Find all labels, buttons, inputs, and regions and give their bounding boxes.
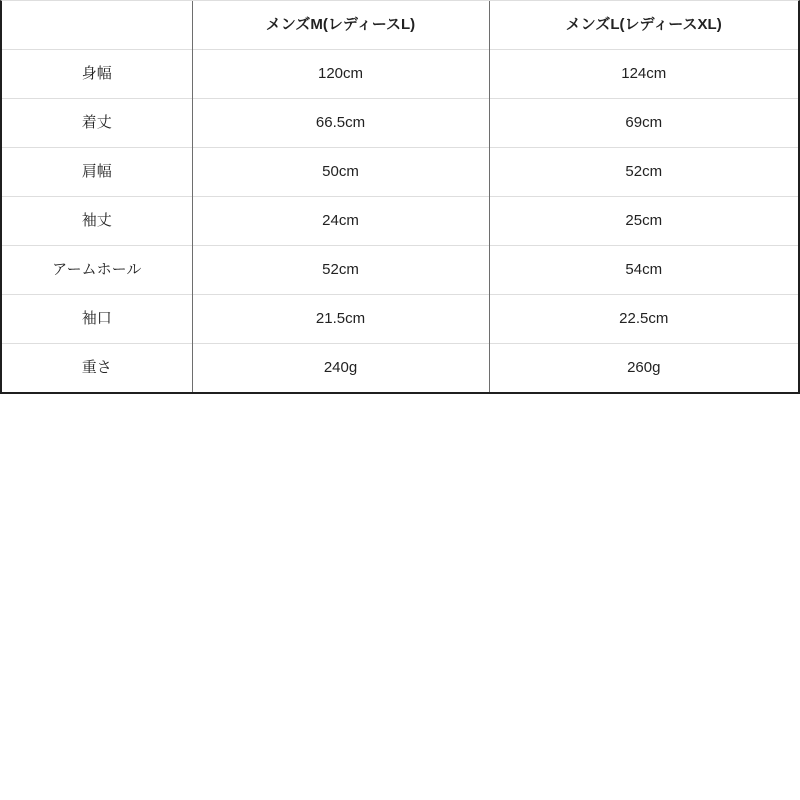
value-cell: 52cm [489,147,798,196]
table-row [2,245,798,294]
value-cell: 22.5cm [489,294,798,343]
value-cell: 260g [489,343,798,392]
value-cell: 52cm [192,245,489,294]
value-cell: 120cm [192,49,489,98]
value-cell: 24cm [192,196,489,245]
row-label-cell: 肩幅 [2,147,192,196]
header-cell-empty [2,1,192,49]
value-cell: 25cm [489,196,798,245]
table-row [2,98,798,147]
value-cell: 66.5cm [192,98,489,147]
size-chart-frame [0,0,800,394]
table-row [2,294,798,343]
value-cell: 240g [192,343,489,392]
header-cell-mens-l: メンズL(レディースXL) [489,1,798,49]
header-row [2,1,798,49]
size-chart-header [2,1,798,49]
value-cell: 124cm [489,49,798,98]
table-row [2,196,798,245]
row-label-cell: 袖丈 [2,196,192,245]
table-row [2,343,798,392]
row-label-cell: 身幅 [2,49,192,98]
value-cell: 69cm [489,98,798,147]
row-label-cell: アームホール [2,245,192,294]
row-label-cell: 着丈 [2,98,192,147]
table-row [2,49,798,98]
size-chart-body [2,49,798,392]
row-label-cell: 重さ [2,343,192,392]
value-cell: 50cm [192,147,489,196]
table-row [2,147,798,196]
header-cell-mens-m: メンズM(レディースL) [192,1,489,49]
size-chart-table [2,1,798,392]
value-cell: 54cm [489,245,798,294]
row-label-cell: 袖口 [2,294,192,343]
value-cell: 21.5cm [192,294,489,343]
